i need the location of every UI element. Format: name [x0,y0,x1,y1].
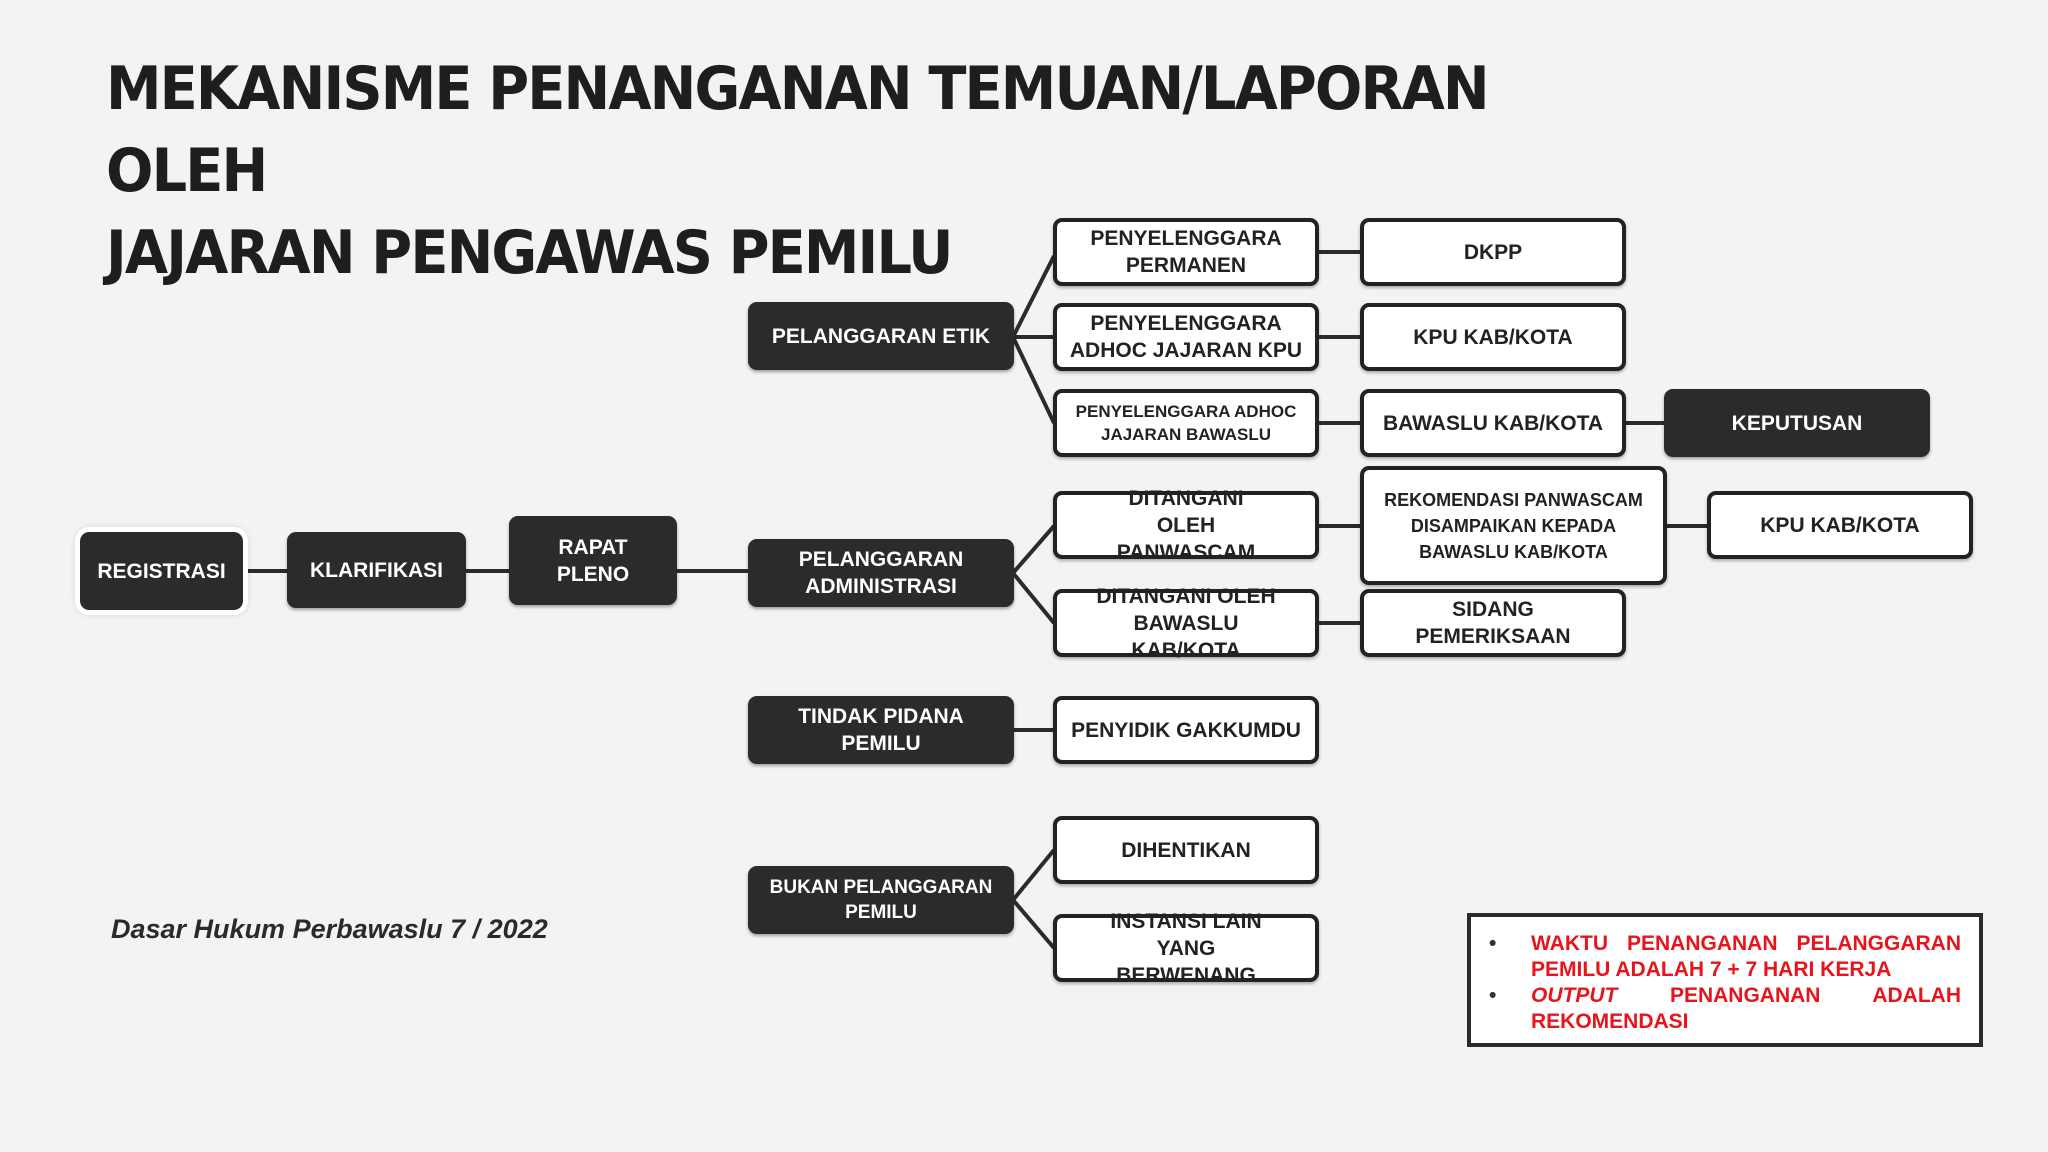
node-penyidik-gakkumdu: PENYIDIK GAKKUMDU [1053,696,1319,764]
node-registrasi: REGISTRASI [80,532,243,610]
node-klarifikasi: KLARIFIKASI [287,532,466,608]
note-item-2-text: PENANGANAN ADALAH REKOMENDASI [1531,984,1961,1033]
node-bukan-pelanggaran: BUKAN PELANGGARAN PEMILU [748,866,1014,934]
node-ditangani-panwascam: DITANGANI OLEH PANWASCAM [1053,491,1319,559]
node-dkpp: DKPP [1360,218,1626,286]
node-kpu-kabkota-admin: KPU KAB/KOTA [1707,491,1973,559]
node-penyelenggara-permanen: PENYELENGGARA PERMANEN [1053,218,1319,286]
node-dihentikan: DIHENTIKAN [1053,816,1319,884]
node-keputusan: KEPUTUSAN [1664,389,1930,457]
page-title-line-1: MEKANISME PENANGANAN TEMUAN/LAPORAN OLEH [106,54,1488,206]
legal-basis: Dasar Hukum Perbawaslu 7 / 2022 [111,914,548,944]
note-item-1: • WAKTU PENANGANAN PELANGGARAN PEMILU ADALAH 7 + 7 HARI KERJA [1489,931,1961,983]
node-tindak-pidana-pemilu: TINDAK PIDANA PEMILU [748,696,1014,764]
node-pelanggaran-administrasi: PELANGGARAN ADMINISTRASI [748,539,1014,607]
note-item-2-emphasis: OUTPUT [1531,984,1618,1007]
node-penyelenggara-adhoc-bawaslu: PENYELENGGARA ADHOC JAJARAN BAWASLU [1053,389,1319,457]
node-rekomendasi-panwascam: REKOMENDASI PANWASCAM DISAMPAIKAN KEPADA BAWASLU KAB/KOTA [1360,466,1667,585]
node-bawaslu-kabkota: BAWASLU KAB/KOTA [1360,389,1626,457]
node-kpu-kabkota-etik: KPU KAB/KOTA [1360,303,1626,371]
note-item-2 [1489,983,1961,1035]
node-pelanggaran-etik: PELANGGARAN ETIK [748,302,1014,370]
node-ditangani-bawaslu: DITANGANI OLEH BAWASLU KAB/KOTA [1053,589,1319,657]
page-title-line-2: JAJARAN PENGAWAS PEMILU [106,218,952,288]
node-instansi-lain: INSTANSI LAIN YANG BERWENANG [1053,914,1319,982]
note-box [1467,913,1983,1047]
node-rapat-pleno: RAPAT PLENO [509,516,677,605]
node-penyelenggara-adhoc-kpu: PENYELENGGARA ADHOC JAJARAN KPU [1053,303,1319,371]
node-sidang-pemeriksaan: SIDANG PEMERIKSAAN [1360,589,1626,657]
